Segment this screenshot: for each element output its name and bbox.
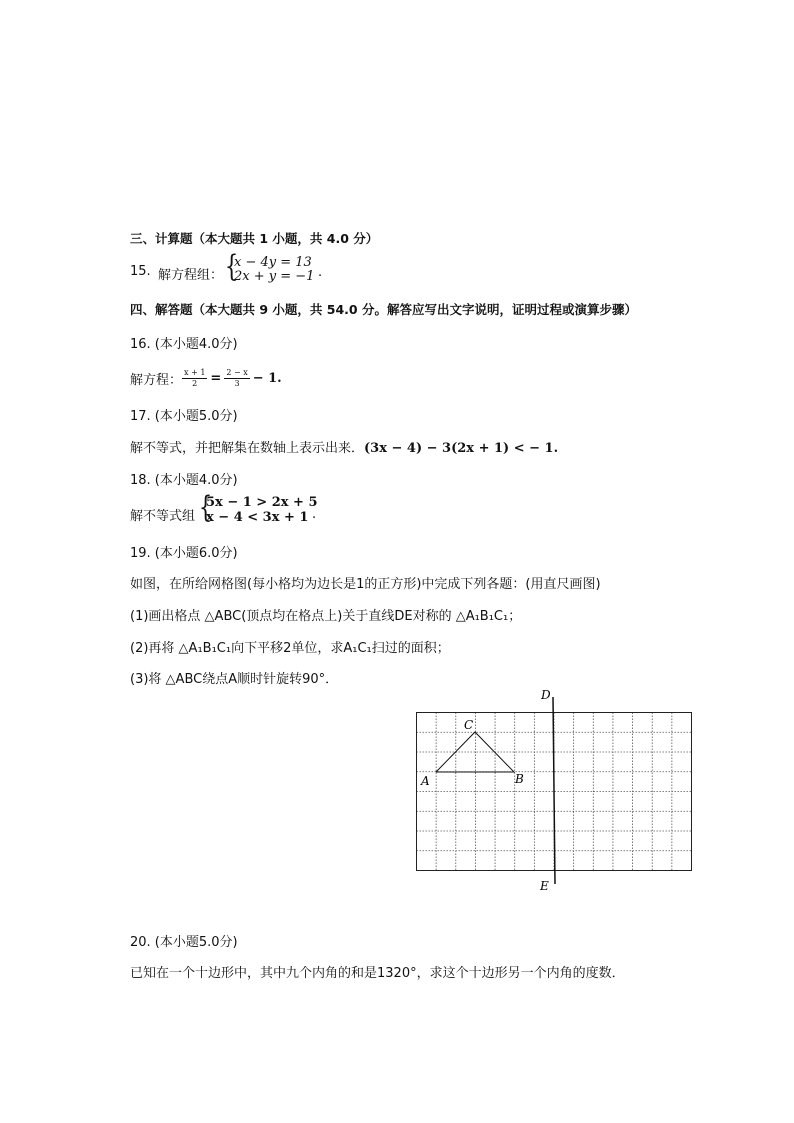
label-a: A	[421, 774, 430, 788]
q19-intro: 如图，在所给网格图(每小格均为边长是1的正方形)中完成下列各题：(用直尺画图)	[130, 577, 601, 592]
q19-part-2: (2)再将 △A₁B₁C₁向下平移2单位，求A₁C₁扫过的面积；	[130, 641, 450, 656]
q15-equation-1: x − 4y = 13	[234, 255, 312, 270]
q17-text: 解不等式，并把解集在数轴上表示出来．	[130, 441, 365, 456]
q18-inequality-1: 5x − 1 > 2x + 5	[206, 495, 318, 510]
q16-equals: =	[210, 371, 222, 386]
q15-equation-2: 2x + y = −1	[234, 269, 315, 284]
section-3-heading: 三、计算题（本大题共 1 小题，共 4.0 分）	[130, 231, 379, 246]
q16-tail: − 1.	[252, 371, 282, 386]
q15-number: 15.	[130, 264, 151, 279]
q18-end-mark: .	[312, 507, 317, 522]
q18-brace: {	[198, 490, 213, 525]
q20-header: 20. (本小题5.0分)	[130, 935, 238, 950]
q16-fraction-2-denominator: 3	[234, 379, 240, 388]
q17-header: 17. (本小题5.0分)	[130, 409, 238, 424]
label-b: B	[515, 772, 524, 786]
q19-part-1: (1)画出格点 △ABC(顶点均在格点上)关于直线DE对称的 △A₁B₁C₁；	[130, 609, 522, 624]
q19-part-3: (3)将 △ABC绕点A顺时针旋转90°．	[130, 672, 339, 687]
label-c: C	[464, 718, 474, 732]
label-e: E	[540, 879, 549, 893]
q15-prompt: 解方程组：	[158, 268, 224, 283]
q15-brace: {	[224, 249, 239, 284]
q16-fraction-1-denominator: 2	[192, 379, 198, 388]
q18-header: 18. (本小题4.0分)	[130, 473, 238, 488]
q19-header: 19. (本小题6.0分)	[130, 546, 238, 561]
q18-inequality-2: x − 4 < 3x + 1	[206, 510, 309, 525]
section-4-heading: 四、解答题（本大题共 9 小题，共 54.0 分。解答应写出文字说明，证明过程或演算步骤）	[130, 302, 637, 317]
q16-fraction-1-numerator: x + 1	[184, 368, 206, 377]
q20-text: 已知在一个十边形中，其中九个内角的和是1320°，求这个十边形另一个内角的度数．	[130, 966, 625, 981]
q18-prompt: 解不等式组	[130, 509, 196, 524]
q16-header: 16. (本小题4.0分)	[130, 337, 238, 352]
q16-fraction-2-numerator: 2 − x	[226, 368, 248, 377]
q15-end-mark: ·	[318, 269, 323, 284]
q16-prompt: 解方程：	[130, 373, 183, 388]
label-d: D	[541, 688, 551, 702]
q17-inequality: (3x − 4) − 3(2x + 1) < − 1.	[364, 441, 559, 456]
line-de	[553, 697, 555, 884]
